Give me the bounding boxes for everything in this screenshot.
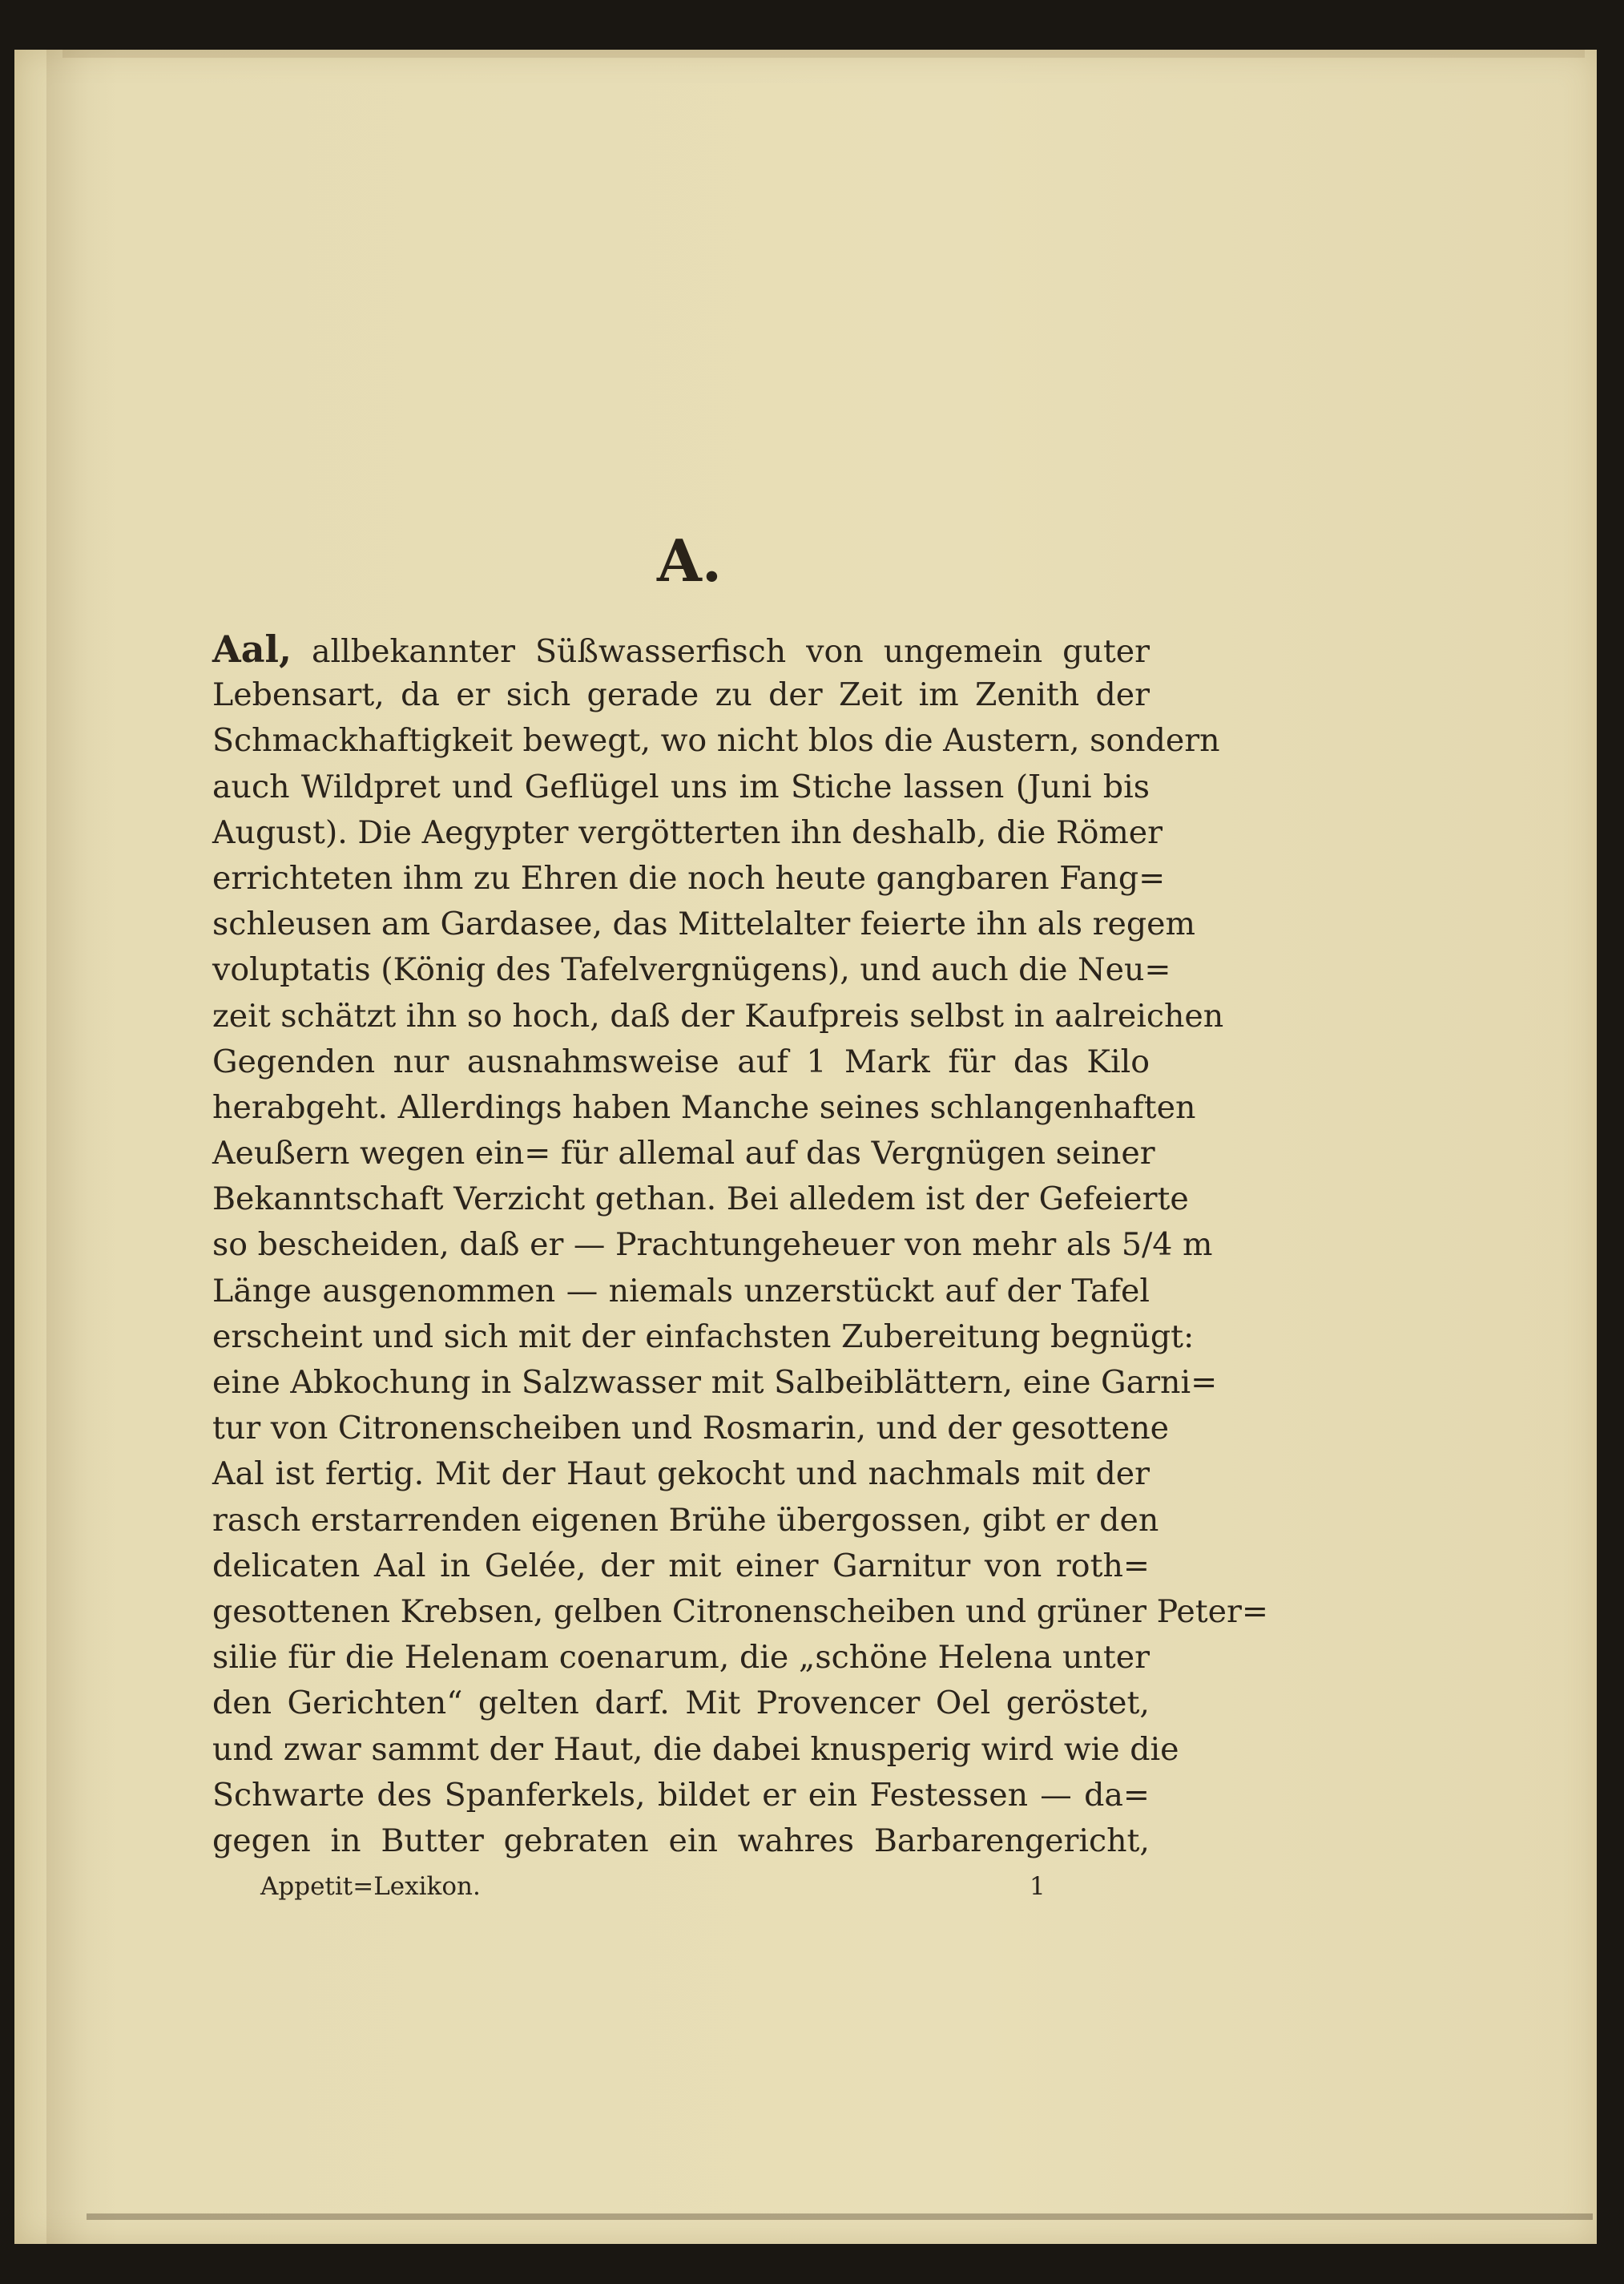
- entry-text: [212, 627, 1268, 1864]
- entry-line: und zwar sammt der Haut, die dabei knusperig wird wie die: [212, 1730, 1179, 1768]
- entry-line: Bekanntschaft Verzicht gethan. Bei alledem ist der Gefeierte: [212, 1180, 1189, 1218]
- entry-line: tur von Citronenscheiben und Rosmarin, und der gesottene: [212, 1410, 1170, 1447]
- entry-line: Gegenden nur ausnahmsweise auf 1 Mark für das Kilo: [212, 1043, 1150, 1080]
- entry-line: gesottenen Krebsen, gelben Citronenscheiben und grüner Peter=: [212, 1592, 1268, 1630]
- entry-line: Schwarte des Spanferkels, bildet er ein Festessen — da=: [212, 1776, 1150, 1814]
- entry-line: Lebensart, da er sich gerade zu der Zeit im Zenith der: [212, 676, 1150, 714]
- entry-line: rasch erstarrenden eigenen Brühe übergossen, gibt er den: [212, 1501, 1159, 1539]
- entry-line: Aal ist fertig. Mit der Haut gekocht und nachmals mit der: [212, 1455, 1150, 1493]
- entry-line-1: [212, 627, 1150, 672]
- entry-line: herabgeht. Allerdings haben Manche seines schlangenhaften: [212, 1088, 1196, 1126]
- entry-line: eine Abkochung in Salzwasser mit Salbeiblättern, eine Garni=: [212, 1364, 1218, 1401]
- signature-mark: 1: [1030, 1872, 1046, 1901]
- entry-line: den Gerichten“ gelten darf. Mit Provencer Oel geröstet,: [212, 1685, 1150, 1722]
- entry-line: Länge ausgenommen — niemals unzerstückt auf der Tafel: [212, 1272, 1150, 1309]
- entry-line: zeit schätzt ihn so hoch, daß der Kaufpreis selbst in aalreichen: [212, 997, 1224, 1035]
- entry-line: silie für die Helenam coenarum, die „schöne Helena unter: [212, 1639, 1150, 1677]
- entry-line: Aeußern wegen ein= für allemal auf das Vergnügen seiner: [212, 1135, 1155, 1172]
- entry-line: gegen in Butter gebraten ein wahres Barbarengericht,: [212, 1822, 1150, 1859]
- entry-line: errichteten ihm zu Ehren die noch heute gangbaren Fang=: [212, 859, 1166, 897]
- entry-line: delicaten Aal in Gelée, der mit einer Garnitur von roth=: [212, 1547, 1150, 1584]
- entry-line: erscheint und sich mit der einfachsten Zubereitung begnügt:: [212, 1318, 1195, 1355]
- lemma: Aal,: [212, 627, 292, 671]
- entry-line: schleusen am Gardasee, das Mittelalter feierte ihn als regem: [212, 906, 1195, 943]
- entry-line: August). Die Aegypter vergötterten ihn deshalb, die Römer: [212, 813, 1163, 851]
- entry-line: voluptatis (König des Tafelvergnügens), und auch die Neu=: [212, 951, 1171, 989]
- section-heading: A.: [657, 527, 722, 595]
- entry-line: Schmackhaftigkeit bewegt, wo nicht blos die Austern, sondern: [212, 722, 1220, 760]
- entry-line: auch Wildpret und Geflügel uns im Stiche lassen (Juni bis: [212, 768, 1150, 805]
- running-footer-title: Appetit=Lexikon.: [260, 1872, 481, 1901]
- entry-line: so bescheiden, daß er — Prachtungeheuer von mehr als 5/4 m: [212, 1226, 1213, 1264]
- page-footer: [260, 1872, 1078, 1920]
- entry-line-text: allbekannter Süßwasserfisch von ungemein guter: [292, 633, 1150, 670]
